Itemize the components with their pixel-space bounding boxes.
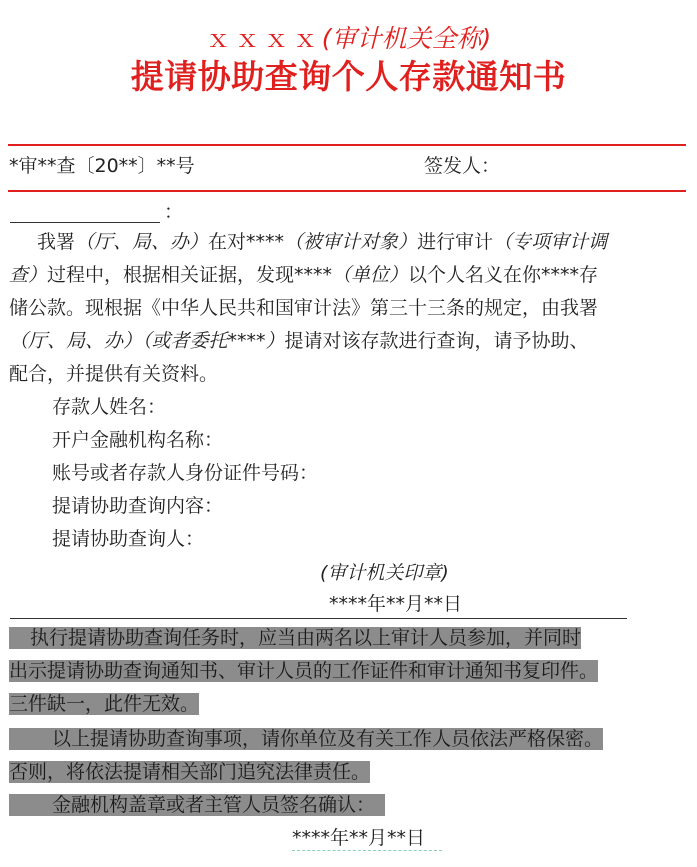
document-number: *审**查〔20**〕**号 [9, 155, 195, 177]
header-rule-bottom [8, 190, 686, 192]
org-name-line [0, 22, 697, 56]
note-1-line-3: 三件缺一，此件无效。 [9, 693, 200, 715]
issue-date: ****年**月**日 [329, 593, 463, 615]
note-1-line-1: 执行提请协助查询任务时，应当由两名以上审计人员参加，并同时 [9, 622, 581, 655]
addressee-blank[interactable] [10, 222, 160, 223]
bank-confirmation-date: ****年**月**日 [292, 827, 426, 849]
field-bank-name: 开户金融机构名称： [52, 429, 224, 451]
note-1-line-2: 出示提请协助查询通知书、审计人员的工作证件和审计通知书复印件。 [9, 660, 599, 682]
date-rule [10, 618, 627, 619]
field-query-requester: 提请协助查询人： [52, 528, 205, 550]
field-account-id: 账号或者存款人身份证件号码： [52, 462, 319, 484]
note-2-line-1: 以上提请协助查询事项，请你单位及有关工作人员依法严格保密。 [9, 723, 603, 756]
paragraph-line-3: 储公款。现根据《中华人民共和国审计法》第三十三条的规定，由我署 [9, 297, 599, 319]
bank-confirmation-label: 金融机构盖章或者主管人员签名确认： [9, 789, 385, 822]
paragraph-line-4: （厅、局、办）（或者委托****）提请对该存款进行查询，请予协助、 [9, 330, 589, 352]
org-name-placeholder: (审计机关全称) [321, 24, 492, 53]
seal-placeholder: (审计机关印章) [320, 562, 449, 584]
issuer-label: 签发人： [424, 155, 501, 177]
addressee-colon: ： [164, 201, 184, 223]
field-query-content: 提请协助查询内容： [52, 495, 224, 517]
paragraph-line-5: 配合，并提供有关资料。 [9, 363, 219, 385]
field-depositor-name: 存款人姓名： [52, 396, 167, 418]
spellcheck-underline [292, 850, 442, 851]
paragraph-line-1: 我署（厅、局、办）在对****（被审计对象）进行审计（专项审计调 [37, 231, 608, 253]
note-2-line-2: 否则，将依法提请相关部门追究法律责任。 [9, 761, 371, 783]
document-title: 提请协助查询个人存款通知书 [130, 57, 567, 96]
org-marks: ｘｘｘｘ [205, 24, 322, 53]
paragraph-line-2: 查）过程中，根据相关证据，发现****（单位）以个人名义在你****存 [9, 264, 599, 286]
header-rule-top [8, 144, 686, 146]
